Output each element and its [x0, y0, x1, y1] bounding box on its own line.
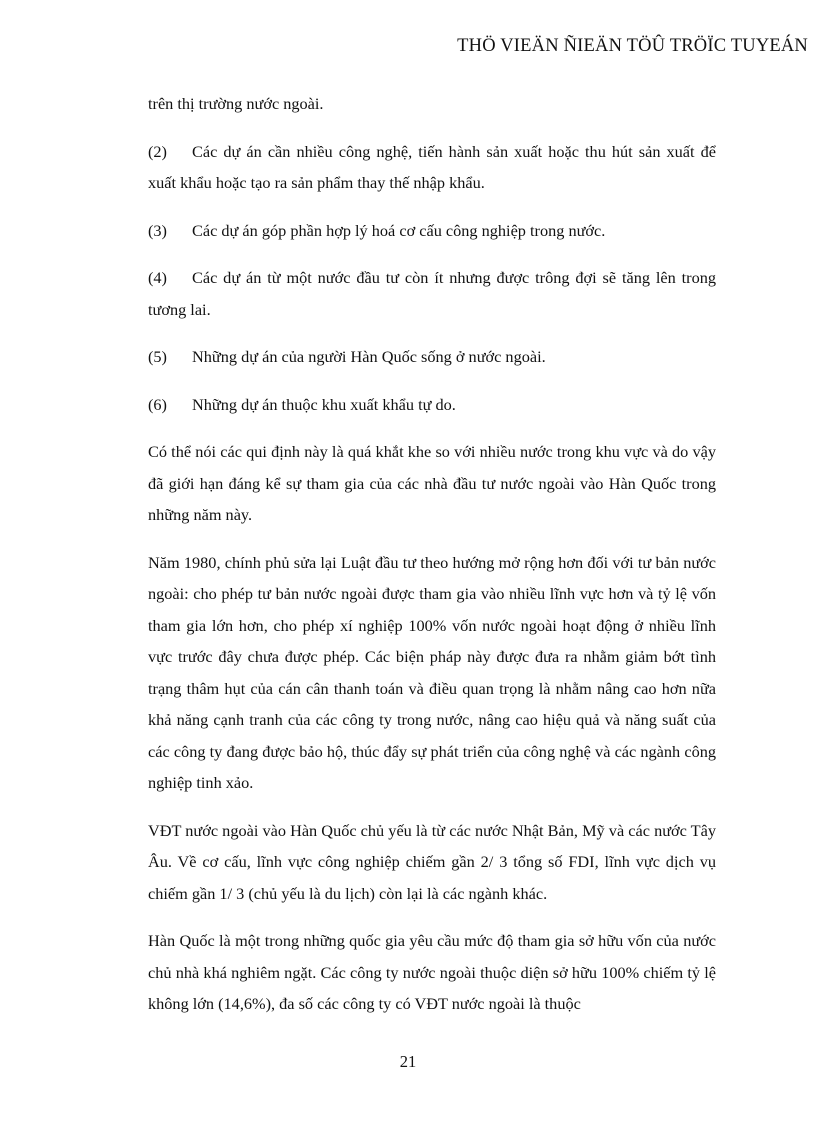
list-item: [148, 136, 716, 199]
running-header: THÖ VIEÄN ÑIEÄN TÖÛ TRÖÏC TUYEÁN: [457, 36, 808, 56]
list-item: [148, 215, 716, 247]
list-item-text: Những dự án thuộc khu xuất khẩu tự do.: [192, 394, 456, 414]
paragraph: Năm 1980, chính phủ sửa lại Luật đầu tư theo hướng mở rộng hơn đối với tư bản nước ngoài: cho phép tư bản nước ngoài được tham gia vào nhiều lĩnh vực hơn và tỷ lệ vốn tham gia lớn hơn, cho phép xí nghiệp 100% vốn nước ngoài hoạt động ở nhiều lĩnh vực trước đây chưa được phép. Các biện pháp này được đưa ra nhằm giảm bớt tình trạng thâm hụt của cán cân thanh toán và điều quan trọng là nhằm nâng cao hơn nữa khả năng cạnh tranh của các công ty trong nước, nâng cao hiệu quả và năng suất của các công ty đang được bảo hộ, thúc đẩy sự phát triển của công nghệ và các ngành công nghiệp tinh xảo.: [148, 552, 716, 792]
list-item: [148, 389, 716, 421]
paragraph: trên thị trường nước ngoài.: [148, 94, 324, 113]
page-number: 21: [399, 1052, 417, 1071]
list-item-text: Các dự án từ một nước đầu tư còn ít nhưng được trông đợi sẽ tăng lên trong tương lai.: [148, 268, 716, 319]
paragraph: Hàn Quốc là một trong những quốc gia yêu cầu mức độ tham gia sở hữu vốn của nước chủ nhà khá nghiêm ngặt. Các công ty nước ngoài thuộc diện sở hữu 100% chiếm tỷ lệ không lớn (14,6%), đa số các công ty có VĐT nước ngoài là thuộc: [148, 931, 716, 1013]
list-item-number: (3): [148, 220, 167, 240]
list-item-text: Những dự án của người Hàn Quốc sống ở nước ngoài.: [192, 347, 546, 366]
list-item: [148, 341, 716, 373]
list-item: [148, 262, 716, 325]
paragraph: VĐT nước ngoài vào Hàn Quốc chủ yếu là từ các nước Nhật Bản, Mỹ và các nước Tây Âu. Về cơ cấu, lĩnh vực công nghiệp chiếm gần 2/ 3 tổng số FDI, lĩnh vực dịch vụ chiếm gần 1/ 3 (chủ yếu là du lịch) còn lại là các ngành khác.: [148, 820, 716, 903]
list-item-number: (5): [148, 347, 167, 366]
list-item-text: Các dự án góp phần hợp lý hoá cơ cấu công nghiệp trong nước.: [192, 220, 606, 240]
list-item-number: (4): [148, 268, 167, 287]
list-item-number: (6): [148, 394, 167, 414]
document-body: [148, 88, 716, 1036]
list-item-text: Các dự án cần nhiều công nghệ, tiến hành sản xuất hoặc thu hút sản xuất để xuất khẩu hoặc tạo ra sản phẩm thay thế nhập khẩu.: [148, 141, 716, 192]
paragraph: Có thể nói các qui định này là quá khắt khe so với nhiều nước trong khu vực và do vậy đã giới hạn đáng kể sự tham gia của các nhà đầu tư nước ngoài vào Hàn Quốc trong những năm này.: [148, 442, 716, 524]
list-item-number: (2): [148, 141, 167, 161]
